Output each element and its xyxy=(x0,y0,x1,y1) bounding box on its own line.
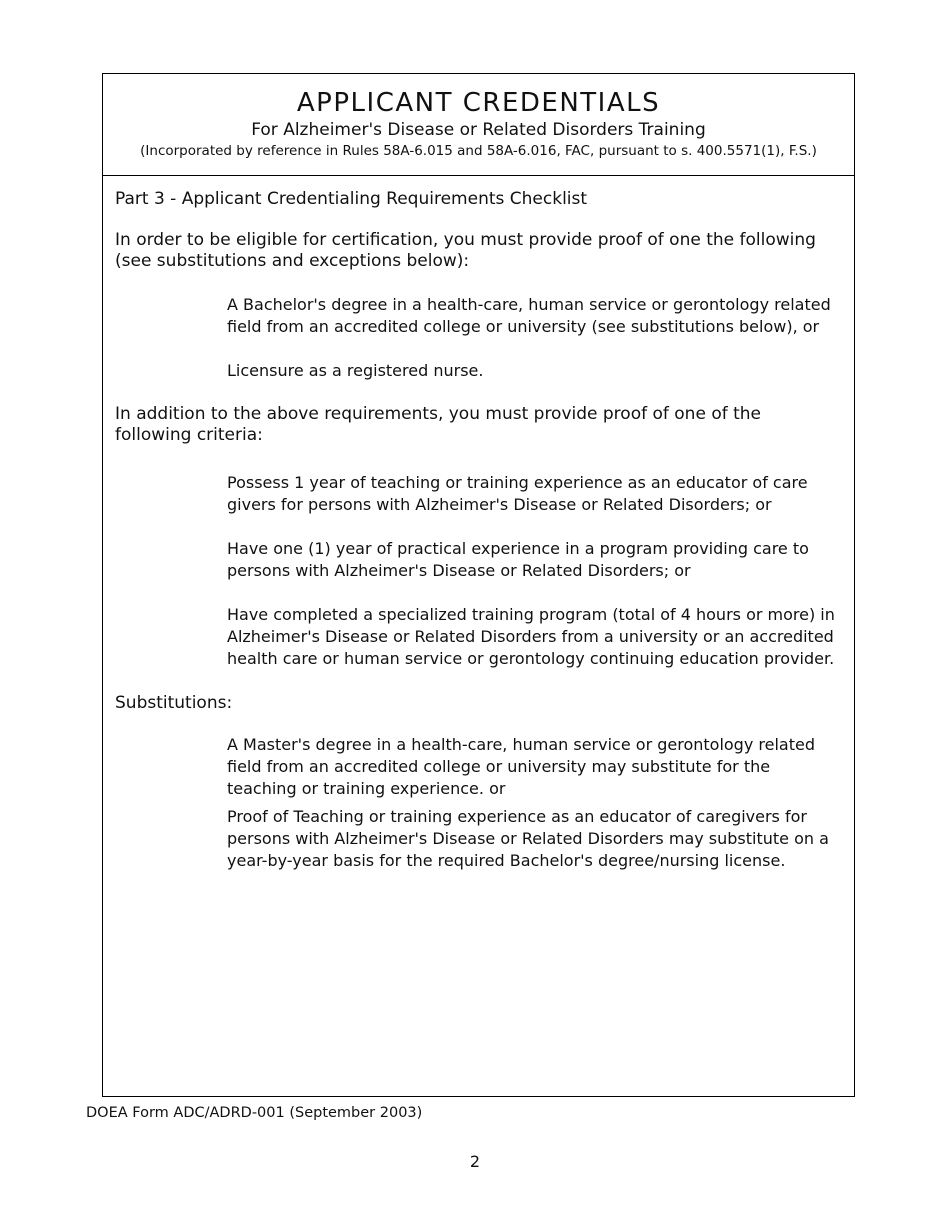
additional-criteria-intro: In addition to the above requirements, you must provide proof of one of the following criteria: xyxy=(115,404,762,445)
criterion-specialized-training: Have completed a specialized training program (total of 4 hours or more) in Alzheimer's Disease or Related Disorders from a university or an accredited health care or human service or gerontology continuing education provider. xyxy=(227,605,835,668)
form-header xyxy=(103,74,854,176)
substitution-teaching-experience: Proof of Teaching or training experience as an educator of caregivers for persons with Alzheimer's Disease or Related Disorders may substitute on a year-by-year basis for the required Bachelor's degree/nursing license. xyxy=(227,807,829,870)
incorporation-note: (Incorporated by reference in Rules 58A-6.015 and 58A-6.016, FAC, pursuant to s. 400.5571(1), F.S.) xyxy=(140,143,817,159)
eligibility-option-rn-license: Licensure as a registered nurse. xyxy=(227,361,484,380)
eligibility-intro: In order to be eligible for certification, you must provide proof of one the following (see substitutions and exceptions below): xyxy=(115,230,816,271)
substitution-masters-degree: A Master's degree in a health-care, human service or gerontology related field from an accredited college or university may substitute for the teaching or training experience. or xyxy=(227,735,815,798)
page-subtitle: For Alzheimer's Disease or Related Disorders Training xyxy=(251,120,706,140)
form-identifier: DOEA Form ADC/ADRD-001 (September 2003) xyxy=(86,1105,423,1121)
eligibility-option-bachelors: A Bachelor's degree in a health-care, human service or gerontology related field from an accredited college or university (see substitutions below), or xyxy=(227,295,831,336)
part-heading: Part 3 - Applicant Credentialing Requirements Checklist xyxy=(115,189,588,209)
checklist-body xyxy=(103,176,854,872)
substitutions-label: Substitutions: xyxy=(115,693,233,713)
criterion-practical-experience: Have one (1) year of practical experience in a program providing care to persons with Alzheimer's Disease or Related Disorders; or xyxy=(227,539,809,580)
credentials-form-box xyxy=(102,73,855,1097)
page-title: APPLICANT CREDENTIALS xyxy=(296,88,661,118)
page-number: 2 xyxy=(469,1152,481,1171)
criterion-teaching-experience: Possess 1 year of teaching or training experience as an educator of care givers for persons with Alzheimer's Disease or Related Disorders; or xyxy=(227,473,808,514)
